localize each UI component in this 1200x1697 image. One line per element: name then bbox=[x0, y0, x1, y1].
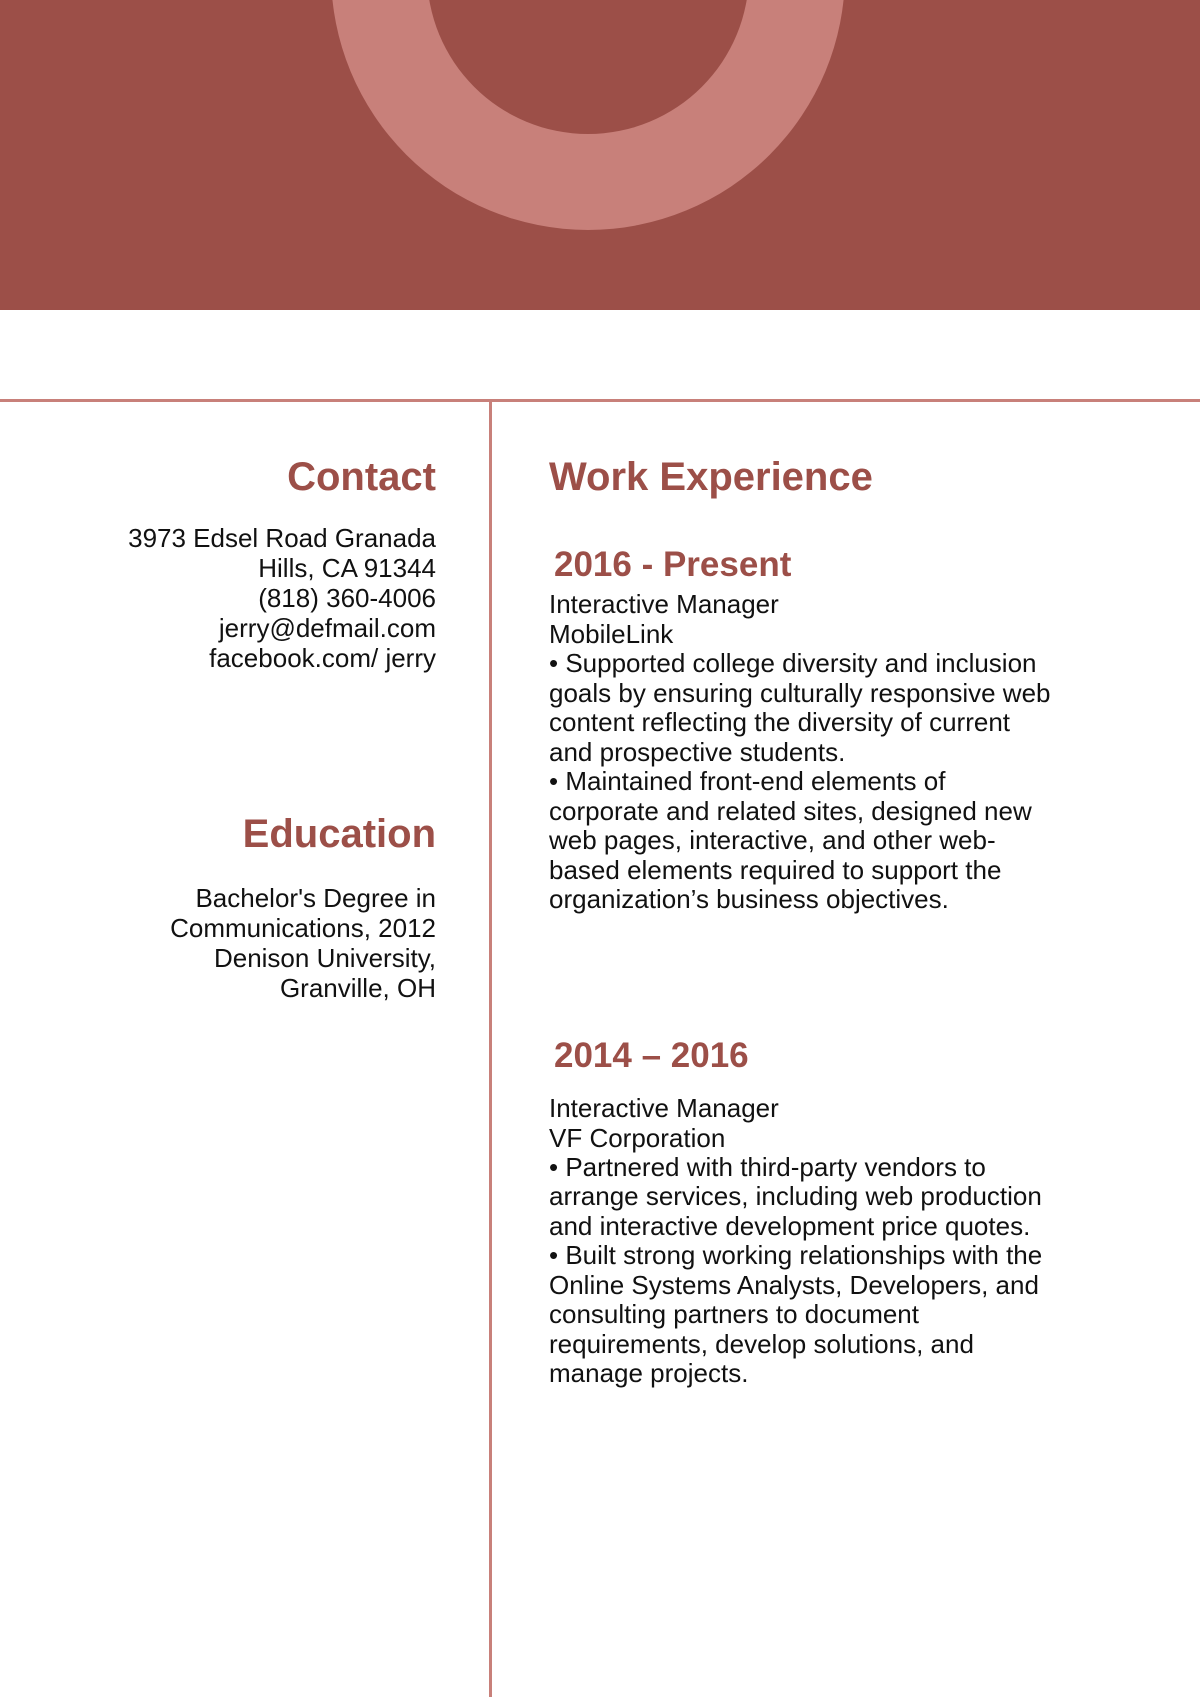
job-bullet-line: based elements required to support the bbox=[549, 854, 1002, 885]
job-role: Interactive Manager bbox=[549, 589, 779, 619]
job-bullet-line: • Partnered with third-party vendors to bbox=[549, 1151, 986, 1182]
job-bullet bbox=[549, 1153, 1149, 1242]
education-section bbox=[40, 807, 436, 1003]
header-banner bbox=[0, 0, 1200, 310]
job-entry bbox=[549, 544, 1149, 915]
horizontal-divider bbox=[0, 399, 1200, 402]
job-bullet-line: organization’s business objectives. bbox=[549, 884, 949, 914]
job-bullet bbox=[549, 1241, 1149, 1389]
job-bullet-line: goals by ensuring culturally responsive web bbox=[549, 677, 1051, 708]
header-graphic bbox=[0, 0, 1200, 310]
job-bullet-line: requirements, develop solutions, and bbox=[549, 1328, 974, 1359]
job-bullet bbox=[549, 649, 1149, 767]
contact-email: jerry@defmail.com bbox=[218, 613, 436, 643]
contact-heading: Contact bbox=[287, 455, 436, 499]
job-bullet-line: arrange services, including web production bbox=[549, 1181, 1042, 1211]
contact-phone: (818) 360-4006 bbox=[258, 583, 436, 613]
job-details bbox=[549, 589, 1149, 915]
job-bullet-line: and prospective students. bbox=[549, 736, 846, 767]
job-company: MobileLink bbox=[549, 619, 674, 649]
education-location: Granville, OH bbox=[279, 973, 436, 1003]
job-bullet bbox=[549, 767, 1149, 915]
job-bullet-line: corporate and related sites, designed new bbox=[549, 795, 1032, 826]
vertical-divider bbox=[489, 399, 492, 1697]
job-entry bbox=[549, 1035, 1149, 1389]
job-company: VF Corporation bbox=[549, 1122, 726, 1153]
job-bullet-line: • Built strong working relationships with the bbox=[549, 1240, 1043, 1270]
job-bullet-line: • Supported college diversity and inclusion bbox=[549, 648, 1037, 678]
job-bullet-line: • Maintained front-end elements of bbox=[549, 766, 946, 796]
main-column bbox=[549, 450, 1149, 1389]
job-role: Interactive Manager bbox=[549, 1092, 779, 1123]
job-period: 2014 – 2016 bbox=[554, 1035, 749, 1075]
education-details bbox=[40, 883, 436, 1003]
job-period: 2016 - Present bbox=[554, 545, 792, 584]
job-bullet-line: content reflecting the diversity of current bbox=[549, 707, 1011, 737]
job-bullet-line: and interactive development price quotes. bbox=[549, 1210, 1031, 1241]
education-heading: Education bbox=[242, 812, 436, 856]
job-bullet-line: web pages, interactive, and other web- bbox=[549, 825, 996, 855]
contact-details bbox=[40, 523, 436, 673]
job-bullet-line: consulting partners to document bbox=[549, 1299, 919, 1329]
job-bullet-line: manage projects. bbox=[549, 1358, 749, 1388]
education-school: Denison University, bbox=[213, 943, 436, 973]
education-degree-line-2: Communications, 2012 bbox=[170, 913, 436, 943]
contact-facebook: facebook.com/ jerry bbox=[209, 643, 436, 673]
sidebar-column bbox=[40, 450, 436, 1003]
work-experience-heading: Work Experience bbox=[549, 455, 873, 499]
contact-section bbox=[40, 450, 436, 673]
job-bullet-line: Online Systems Analysts, Developers, and bbox=[549, 1269, 1039, 1300]
job-details bbox=[549, 1093, 1149, 1389]
contact-address-line-2: Hills, CA 91344 bbox=[258, 553, 436, 583]
education-degree-line-1: Bachelor's Degree in bbox=[195, 883, 436, 913]
contact-address-line-1: 3973 Edsel Road Granada bbox=[128, 523, 436, 553]
